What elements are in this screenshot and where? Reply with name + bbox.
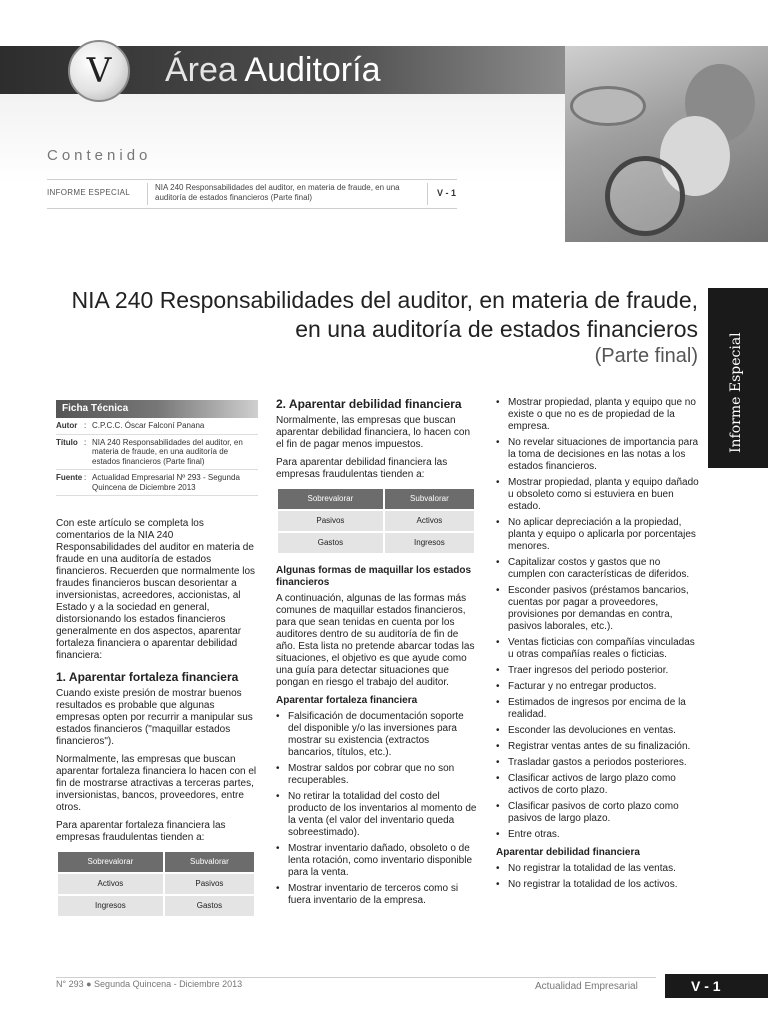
footer-issue: N° 293 ● Segunda Quincena - Diciembre 2013 [56,979,243,989]
divider [427,183,428,205]
ficha-value: NIA 240 Responsabilidades del auditor, en materia de fraude, en una auditoría de estados financieros (Parte final) [92,437,243,466]
list-item: • No registrar la totalidad de los activos. [508,879,700,891]
intro-paragraph: Con este artículo se completa los comentarios de la NIA 240 Responsabilidades del auditor en materia de fraude en una auditoría de estados financieros. Recuerden que normalmente los fraudes financieros buscan desorientar a inversionistas, acreedores, accionistas, al Estado y a la sociedad en general, distorsionando los estados financieros generalmente en dos aspectos, aparentar fortaleza financiera o aparentar debilidad financiera: [56,518,255,661]
list-item: • Ventas ficticias con compañías vinculadas u otras compañías reales o ficticias. [508,637,700,661]
subsection-heading: Algunas formas de maquillar los estados financieros [276,565,472,588]
article-subtitle: (Parte final) [594,345,698,367]
article-title: NIA 240 Responsabilidades del auditor, en materia de fraude, en una auditoría de estados financieros [71,287,698,342]
ficha-row: Fuente : Actualidad Empresarial Nº 293 - Segunda Quincena de Diciembre 2013 [56,470,258,496]
table-row: Gastos Ingresos [278,533,474,553]
area-title [165,50,381,90]
footer-page-number: V - 1 [665,974,768,998]
paragraph: Normalmente, las empresas que buscan aparentar fortaleza financiera lo hacen con el fin de mostrarse atractivas a terceras partes, inversionistas, bancos, proveedores, entre otros. [56,754,257,813]
list-item: • Clasificar pasivos de corto plazo como pasivos de largo plazo. [508,801,700,825]
contents-section: INFORME ESPECIAL [47,188,131,197]
header-photo [565,46,768,242]
list-item: • Clasificar activos de largo plazo como activos de corto plazo. [508,773,700,797]
section-heading: 2. Aparentar debilidad financiera [276,397,462,411]
footer-publication: Actualidad Empresarial [535,981,638,992]
ficha-key: Título [56,437,78,447]
magnifier-icon [605,156,685,236]
list-item: • No registrar la totalidad de las ventas. [508,863,700,875]
header-background [0,94,568,244]
page-footer [0,974,768,998]
list-item: • Registrar ventas antes de su finalización. [508,741,700,753]
list-item: • Traer ingresos del periodo posterior. [508,665,700,677]
list-item: • Esconder las devoluciones en ventas. [508,725,700,737]
table-row: Ingresos Gastos [58,896,254,916]
divider [147,183,148,205]
ficha-heading: Ficha Técnica [56,400,258,418]
table-header: Subvalorar [385,489,474,509]
list-item: • Esconder pasivos (préstamos bancarios, cuentas por pagar a proveedores, provisiones por demandas en contra, pasivos laborales, etc.). [508,585,700,633]
paragraph: Para aparentar fortaleza financiera las empresas fraudulentas tienden a: [56,820,226,843]
ficha-key: Fuente [56,473,83,482]
column-middle [276,397,478,911]
contents-heading: Contenido [47,147,152,164]
list-item: • Mostrar inventario de terceros como si fuera inventario de la empresa. [288,883,478,907]
contents-page: V - 1 [437,188,457,198]
ficha-row: Título : NIA 240 Responsabilidades del auditor, en materia de fraude, en una auditoría de estados financieros (Parte final) [56,435,258,471]
table-header: Sobrevalorar [278,489,383,509]
list-item: • No revelar situaciones de importancia para la toma de decisiones en las notas a los estados financieros. [508,437,700,473]
section-badge: V [68,40,130,102]
contents-table [47,179,457,209]
side-tab-label: Informe Especial [728,332,744,453]
footer-divider [56,977,656,978]
list-item: • Mostrar propiedad, planta y equipo que no existe o que no es de propiedad de la empresa. [508,397,700,433]
list-item: • Mostrar propiedad, planta y equipo dañado u obsoleto como si estuviera en buen estado. [508,477,700,513]
table-row: Activos Pasivos [58,874,254,894]
ficha-tecnica [56,400,258,496]
paragraph: A continuación, algunas de las formas más comunes de maquillar estados financieros, para que sean tenidas en cuenta por los auditores dentro de su auditoría de fin de año. Esta lista no pretende abarcar todas las situaciones, el objetivo es que ayude como una guía para detectar situaciones que pongan en riesgo el trabajo del auditor. [276,593,475,688]
paragraph: Cuando existe presión de mostrar buenos resultados es probable que algunas empresas opten por recurrir a manipular sus estados financieros ("maquillar estados financieros"). [56,688,253,747]
list-item: • Estimados de ingresos por encima de la realidad. [508,697,700,721]
table-header: Sobrevalorar [58,852,163,872]
bullet-list [496,863,700,891]
ficha-key: Autor [56,421,78,430]
column-left [56,400,258,928]
subsection-heading: Aparentar debilidad financiera [496,847,640,858]
area-title-word2: Auditoría [244,51,381,89]
side-tab [708,288,768,468]
list-item: • Facturar y no entregar productos. [508,681,700,693]
section-heading: 1. Aparentar fortaleza financiera [56,670,239,684]
list-item: • Mostrar saldos por cobrar que no son recuperables. [288,763,478,787]
subsection-heading: Aparentar fortaleza financiera [276,695,418,706]
bullet-list [496,397,700,841]
paragraph: Para aparentar debilidad financiera las empresas fraudulentas tienden a: [276,457,448,480]
list-item: • Falsificación de documentación soporte del disponible y/o las inversiones para mostrar su existencia (extractos bancarios, títulos, etc.). [288,711,478,759]
table-row: Pasivos Activos [278,511,474,531]
eye-shape [570,86,646,126]
table-header: Subvalorar [165,852,254,872]
list-item: • Trasladar gastos a periodos posteriores. [508,757,700,769]
bullet-list [276,711,478,907]
list-item: • Entre otras. [508,829,700,841]
list-item: • No aplicar depreciación a la propiedad, planta y equipo o aplicarla por porcentajes menores. [508,517,700,553]
list-item: • Capitalizar costos y gastos que no cumplen con características de diferidos. [508,557,700,581]
ficha-value: C.P.C.C. Óscar Falconí Panana [92,421,205,430]
list-item: • No retirar la totalidad del costo del producto de los inventarios al momento de la venta (el valor del inventario queda sobreestimado). [288,791,478,839]
ficha-row: Autor : C.P.C.C. Óscar Falconí Panana [56,418,258,435]
paragraph: Normalmente, las empresas que buscan aparentar debilidad financiera, lo hacen con el fin de pagar menos impuestos. [276,415,471,450]
list-item: • Mostrar inventario dañado, obsoleto o de lenta rotación, como inventario disponible para la venta. [288,843,478,879]
valuation-table [276,487,476,555]
column-right [496,397,700,895]
ficha-value: Actualidad Empresarial Nº 293 - Segunda Quincena de Diciembre 2013 [92,473,240,492]
contents-item[interactable]: NIA 240 Responsabilidades del auditor, en materia de fraude, en una auditoría de estados financieros (Parte final) [155,183,400,202]
area-title-word1: Área [165,51,237,89]
valuation-table [56,850,256,918]
